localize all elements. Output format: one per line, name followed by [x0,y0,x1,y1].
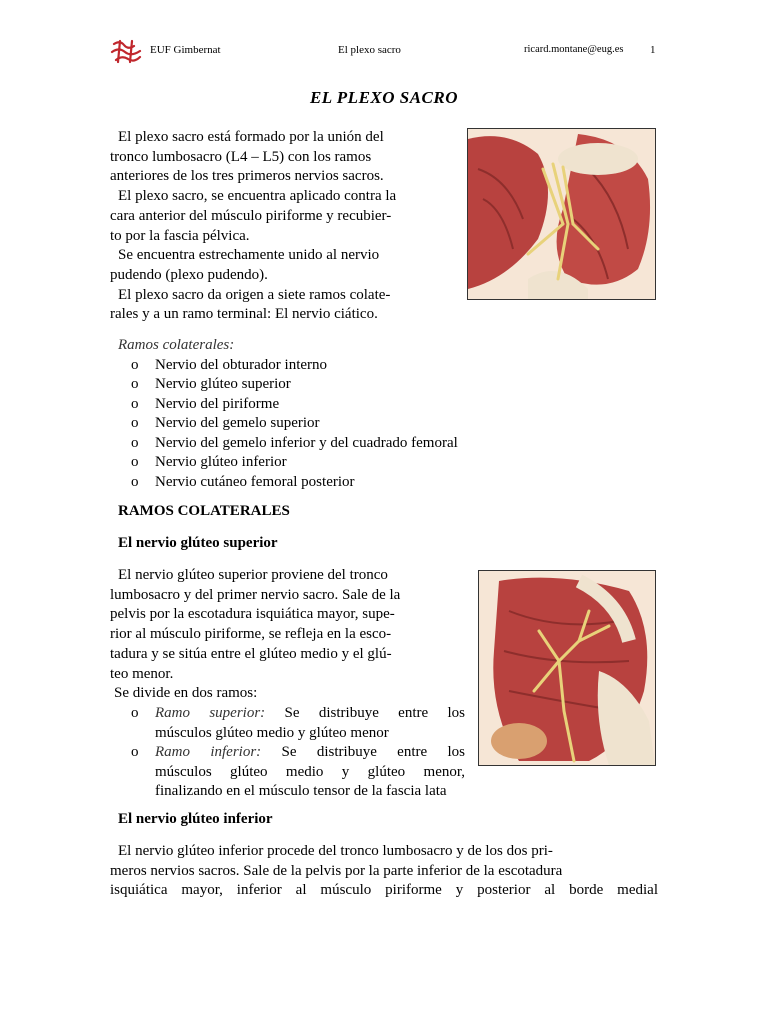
branch-text: Se distribuye entre los [284,705,466,721]
intro-line: pudendo (plexo pudendo). [110,266,268,283]
list-item-text: Nervio del obturador interno [155,356,328,373]
bullet-icon: o [131,356,139,373]
intro-line: tronco lumbosacro (L4 – L5) con los ramos [110,148,372,165]
document-title: EL PLEXO SACRO [309,88,459,107]
list-item [110,453,560,473]
branch-line [155,704,465,724]
branch-name: Ramo superior: [155,705,266,721]
branch-text: finalizando en el músculo tensor de la fascia lata [155,783,447,799]
list-item-text: Nervio glúteo inferior [155,454,287,470]
list-item [110,395,560,415]
bullet-icon: o [131,434,139,451]
intro-line: cara anterior del músculo piriforme y recubier- [110,207,392,224]
author-email: ricard.montane@eug.es [524,44,624,55]
bullet-icon: o [131,415,139,431]
paragraph-line: tadura y se sitúa entre el glúteo medio y el glú- [110,645,392,662]
list-item-text: Nervio del gemelo superior [155,415,320,431]
intro-line: El plexo sacro da origen a siete ramos colate- [118,286,391,303]
list-item [110,473,560,493]
gluteo-superior-heading: El nervio glúteo superior [118,535,278,551]
header-doc-title: El plexo sacro [338,44,401,56]
bullet-icon: o [131,376,139,392]
ramos-label: Ramos colaterales: [118,337,235,353]
paragraph-line: Se divide en dos ramos: [114,685,258,702]
sacral-plexus-anatomy-image [467,128,656,300]
list-item [110,356,560,376]
gluteal-region-anatomy-image [478,570,656,766]
paragraph-line: rior al músculo piriforme, se refleja en la esco- [110,626,392,643]
gluteo-superior-branches [110,704,510,802]
list-item-text: Nervio del piriforme [155,395,280,412]
intro-paragraphs [110,128,454,325]
list-item [110,434,560,454]
paragraph-line: El nervio glúteo inferior procede del tronco lumbosacro y de los dos pri- [118,843,553,859]
branch-text: músculos glúteo medio y glúteo menor, [155,763,465,780]
bullet-icon: o [131,744,139,760]
section-heading: RAMOS COLATERALES [118,503,290,519]
gluteo-inferior-paragraph [110,842,658,901]
list-item [110,414,560,434]
ramos-colaterales-list [110,336,560,492]
intro-line: rales y a un ramo terminal: El nervio ciático. [110,306,378,323]
branch-name: Ramo inferior: [155,744,262,760]
paragraph-line: pelvis por la escotadura isquiática mayor, supe- [110,606,395,623]
list-item [110,375,560,395]
paragraph-line: El nervio glúteo superior proviene del tronco [118,567,388,583]
bullet-icon: o [131,705,139,721]
intro-line: to por la fascia pélvica. [110,227,250,244]
branch-text: Se distribuye entre los [281,744,466,760]
bullet-icon: o [131,454,139,470]
paragraph-line: lumbosacro y del primer nervio sacro. Sale de la [110,586,401,603]
list-item-text: Nervio del gemelo inferior y del cuadrado femoral [155,434,458,451]
branch-line [155,743,465,763]
list-item [110,704,465,743]
intro-line: anteriores de los tres primeros nervios sacros. [110,168,384,185]
paragraph-line: teo menor. [110,665,174,682]
institution-name: EUF Gimbernat [150,44,221,56]
intro-line: El plexo sacro, se encuentra aplicado contra la [118,188,397,205]
list-item-text: Nervio cutáneo femoral posterior [155,473,355,490]
page-number: 1 [650,44,656,56]
paragraph-line: meros nervios sacros. Sale de la pelvis por la parte inferior de la escotadura [110,862,563,879]
intro-line: El plexo sacro está formado por la unión del [118,129,384,145]
intro-line: Se encuentra estrechamente unido al nervio [118,247,380,264]
bullet-icon: o [131,473,139,490]
branch-text: músculos glúteo medio y glúteo menor [155,724,389,741]
page-header [110,38,658,64]
bullet-icon: o [131,395,139,412]
gluteo-inferior-heading: El nervio glúteo inferior [118,811,273,827]
gluteo-superior-paragraph [110,566,464,704]
list-item-text: Nervio glúteo superior [155,376,291,392]
institution-logo [110,38,144,64]
paragraph-line: isquiática mayor, inferior al músculo piriforme y posterior al borde medial [110,882,658,899]
